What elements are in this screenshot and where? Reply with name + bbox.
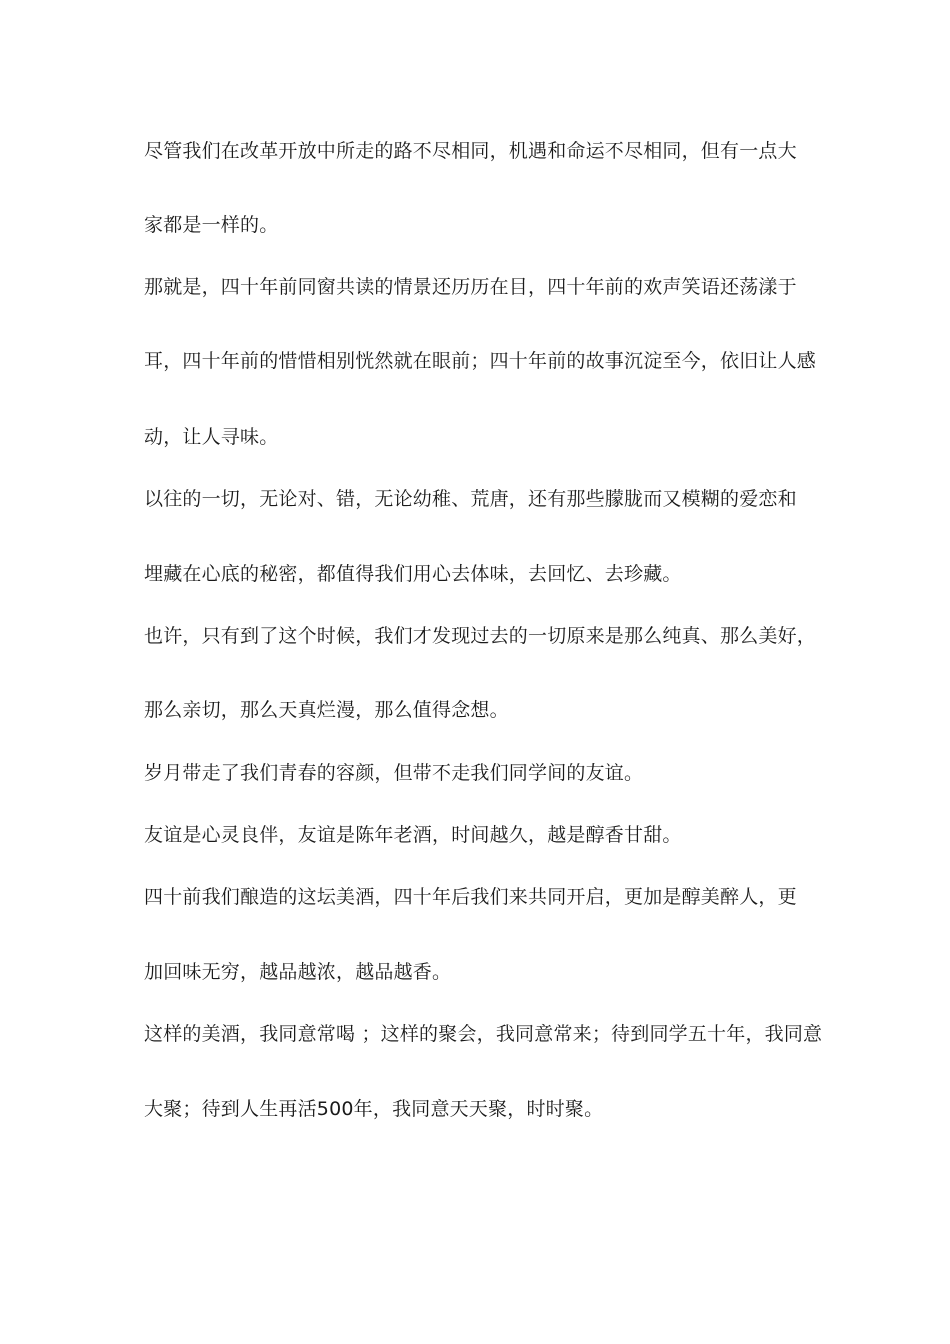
- text-line: 这样的美酒，我同意常喝 ；这样的聚会，我同意常来；待到同学五十年，我同意: [144, 1023, 823, 1045]
- text-line: 四十前我们酿造的这坛美酒，四十年后我们来共同开启，更加是醇美醉人，更: [144, 886, 797, 908]
- text-line: 耳，四十年前的惜惜相别恍然就在眼前；四十年前的故事沉淀至今，依旧让人感: [144, 350, 817, 372]
- text-line: 加回味无穷，越品越浓，越品越香。: [144, 961, 452, 983]
- text-line: 那么亲切，那么天真烂漫，那么值得念想。: [144, 699, 509, 721]
- text-line: 也许，只有到了这个时候，我们才发现过去的一切原来是那么纯真、那么美好，: [144, 625, 817, 647]
- text-line: 以往的一切，无论对、错，无论幼稚、荒唐，还有那些朦胧而又模糊的爱恋和: [144, 488, 797, 510]
- text-line: 友谊是心灵良伴，友谊是陈年老酒，时间越久，越是醇香甘甜。: [144, 824, 682, 846]
- text-line: 岁月带走了我们青春的容颜，但带不走我们同学间的友谊。: [144, 762, 644, 784]
- text-line: 家都是一样的。: [144, 214, 279, 236]
- text-line: 埋藏在心底的秘密，都值得我们用心去体味，去回忆、去珍藏。: [144, 563, 682, 585]
- text-line: 大聚；待到人生再活500年，我同意天天聚，时时聚。: [144, 1098, 604, 1120]
- text-line: 动，让人寻味。: [144, 426, 279, 448]
- text-line: 尽管我们在改革开放中所走的路不尽相同，机遇和命运不尽相同，但有一点大: [144, 140, 797, 162]
- text-line: 那就是，四十年前同窗共读的情景还历历在目，四十年前的欢声笑语还荡漾于: [144, 276, 797, 298]
